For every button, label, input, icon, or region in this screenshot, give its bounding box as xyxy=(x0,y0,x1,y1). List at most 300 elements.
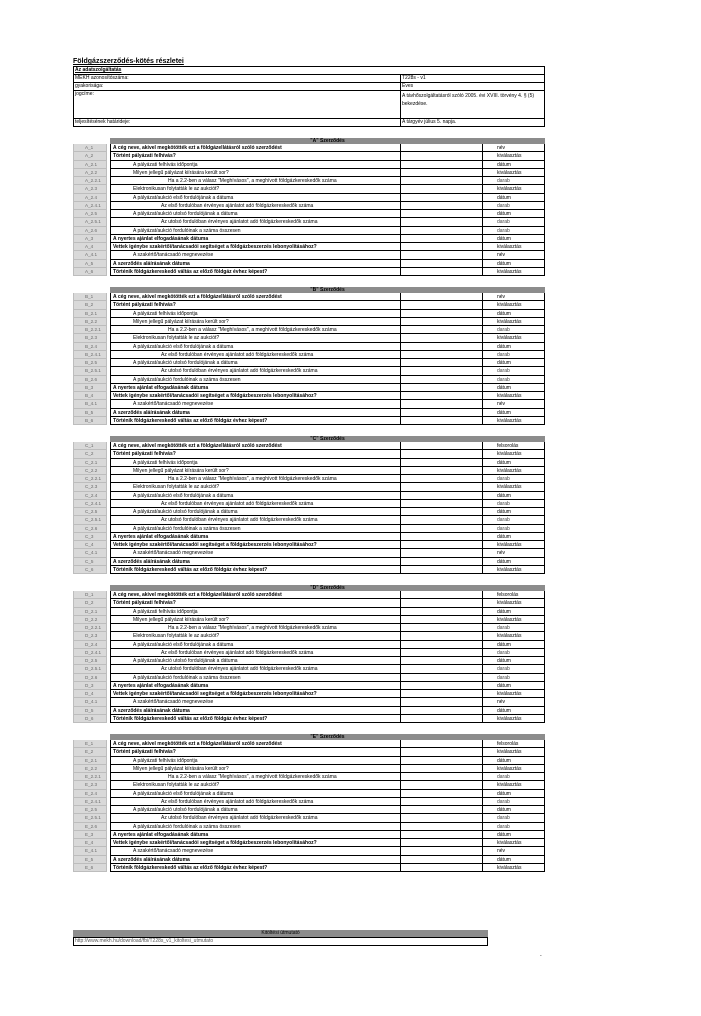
row-code: B_2.2 xyxy=(73,318,107,326)
row-input-cell[interactable] xyxy=(400,665,483,673)
form-row xyxy=(73,367,545,375)
row-input-cell[interactable] xyxy=(400,839,483,847)
row-label: A nyertes ajánlat elfogadásának dátuma xyxy=(110,682,400,690)
row-type: kiválasztás xyxy=(483,417,545,425)
row-type: darab xyxy=(483,674,545,682)
row-input-cell[interactable] xyxy=(400,690,483,698)
row-input-cell[interactable] xyxy=(400,525,483,533)
row-label: Történt pályázati felhívás? xyxy=(110,301,400,309)
form-row xyxy=(73,351,545,359)
row-input-cell[interactable] xyxy=(400,392,483,400)
row-type: kiválasztás xyxy=(483,566,545,574)
row-label: A szerződés aláírásának dátuma xyxy=(110,707,400,715)
row-input-cell[interactable] xyxy=(400,251,483,259)
row-input-cell[interactable] xyxy=(400,475,483,483)
row-code: A_2.2.1 xyxy=(73,177,107,185)
row-label: Az első fordulóban érvényes ajánlatot adó földgázkereskedők száma xyxy=(110,649,400,657)
row-label: Elektronikusan folytatták le az aukciót? xyxy=(110,334,400,342)
row-input-cell[interactable] xyxy=(400,310,483,318)
row-code: B_2.6 xyxy=(73,376,107,384)
row-input-cell[interactable] xyxy=(400,185,483,193)
row-code: E_2.3 xyxy=(73,781,107,789)
row-type: darab xyxy=(483,773,545,781)
row-input-cell[interactable] xyxy=(400,384,483,392)
row-input-cell[interactable] xyxy=(400,641,483,649)
row-label: Milyen jellegű pályázat kiírására került sor? xyxy=(110,616,400,624)
row-input-cell[interactable] xyxy=(400,632,483,640)
row-label: Ha a 2.2-ben a válasz "Meghívásos", a meghívott földgázkereskedők száma xyxy=(110,326,400,334)
contract-section xyxy=(73,138,545,276)
form-row xyxy=(73,152,545,160)
row-input-cell[interactable] xyxy=(400,227,483,235)
row-type: dátum xyxy=(483,856,545,864)
row-input-cell[interactable] xyxy=(400,624,483,632)
row-input-cell[interactable] xyxy=(400,798,483,806)
form-row xyxy=(73,442,545,450)
row-code: A_2 xyxy=(73,152,107,160)
row-label: A szakértő/tanácsadó megnevezése xyxy=(110,698,400,706)
row-input-cell[interactable] xyxy=(400,210,483,218)
form-row xyxy=(73,616,545,624)
row-input-cell[interactable] xyxy=(400,243,483,251)
row-input-cell[interactable] xyxy=(400,351,483,359)
row-type: név xyxy=(483,293,545,301)
row-type: darab xyxy=(483,177,545,185)
row-input-cell[interactable] xyxy=(400,533,483,541)
row-input-cell[interactable] xyxy=(400,152,483,160)
form-row xyxy=(73,516,545,524)
row-input-cell[interactable] xyxy=(400,566,483,574)
info-label-deadline: teljesítésének határideje: xyxy=(74,119,401,127)
row-label: Vettek igénybe szakértői/tanácsadói segítséget a földgázbeszerzés lebonyolításához? xyxy=(110,839,400,847)
row-type: darab xyxy=(483,351,545,359)
row-input-cell[interactable] xyxy=(400,260,483,268)
row-code: B_5 xyxy=(73,409,107,417)
form-row xyxy=(73,409,545,417)
row-input-cell[interactable] xyxy=(400,657,483,665)
row-type: dátum xyxy=(483,682,545,690)
row-type: darab xyxy=(483,823,545,831)
form-row xyxy=(73,343,545,351)
row-type: dátum xyxy=(483,210,545,218)
row-input-cell[interactable] xyxy=(400,367,483,375)
form-row xyxy=(73,641,545,649)
row-code: D_2.1 xyxy=(73,608,107,616)
form-row xyxy=(73,235,545,243)
row-input-cell[interactable] xyxy=(400,235,483,243)
row-label: Milyen jellegű pályázat kiírására került sor? xyxy=(110,318,400,326)
row-type: kiválasztás xyxy=(483,334,545,342)
fill-guide xyxy=(73,930,488,946)
row-code: C_3 xyxy=(73,533,107,541)
form-row xyxy=(73,334,545,342)
row-code: D_2.5.1 xyxy=(73,665,107,673)
row-type: név xyxy=(483,144,545,152)
row-input-cell[interactable] xyxy=(400,500,483,508)
info-value-frequency: Éves xyxy=(401,83,545,91)
contract-section xyxy=(73,585,545,723)
row-input-cell[interactable] xyxy=(400,293,483,301)
row-input-cell[interactable] xyxy=(400,417,483,425)
row-input-cell[interactable] xyxy=(400,467,483,475)
row-label: A pályázati felhívás időpontja xyxy=(110,608,400,616)
row-code: A_2.3 xyxy=(73,185,107,193)
row-type: darab xyxy=(483,326,545,334)
row-input-cell[interactable] xyxy=(400,202,483,210)
form-row xyxy=(73,674,545,682)
row-input-cell[interactable] xyxy=(400,698,483,706)
row-input-cell[interactable] xyxy=(400,707,483,715)
row-code: A_2.5.1 xyxy=(73,218,107,226)
row-type: kiválasztás xyxy=(483,185,545,193)
row-type: dátum xyxy=(483,790,545,798)
row-input-cell[interactable] xyxy=(400,516,483,524)
row-input-cell[interactable] xyxy=(400,790,483,798)
row-input-cell[interactable] xyxy=(400,616,483,624)
form-row xyxy=(73,161,545,169)
row-label: A pályázat/aukció utolsó fordulójának a dátuma xyxy=(110,657,400,665)
row-input-cell[interactable] xyxy=(400,823,483,831)
info-value-deadline: A tárgyév július 5. napja. xyxy=(402,119,457,125)
row-input-cell[interactable] xyxy=(400,599,483,607)
row-code: D_1 xyxy=(73,591,107,599)
row-input-cell[interactable] xyxy=(400,864,483,872)
row-code: D_4 xyxy=(73,690,107,698)
form-row xyxy=(73,467,545,475)
row-label: Elektronikusan folytatták le az aukciót? xyxy=(110,632,400,640)
row-label: Történt pályázati felhívás? xyxy=(110,599,400,607)
row-code: E_2.4 xyxy=(73,790,107,798)
row-type: dátum xyxy=(483,533,545,541)
row-input-cell[interactable] xyxy=(400,177,483,185)
row-input-cell[interactable] xyxy=(400,359,483,367)
fill-guide-header: Kitöltési útmutató xyxy=(73,930,488,937)
row-input-cell[interactable] xyxy=(400,847,483,855)
row-input-cell[interactable] xyxy=(400,757,483,765)
row-code: B_2.4.1 xyxy=(73,351,107,359)
row-type: dátum xyxy=(483,409,545,417)
row-type: dátum xyxy=(483,359,545,367)
row-code: B_2.5.1 xyxy=(73,367,107,375)
row-type: dátum xyxy=(483,310,545,318)
row-input-cell[interactable] xyxy=(400,326,483,334)
row-code: B_2.2.1 xyxy=(73,326,107,334)
page-title: Földgázszerződés-kötés részletei xyxy=(73,58,184,65)
row-code: C_2.4.1 xyxy=(73,500,107,508)
row-type: felsorolás xyxy=(483,442,545,450)
row-label: A pályázat/aukció első fordulójának a dátuma xyxy=(110,194,400,202)
row-input-cell[interactable] xyxy=(400,765,483,773)
form-row xyxy=(73,450,545,458)
form-row xyxy=(73,243,545,251)
row-type: kiválasztás xyxy=(483,301,545,309)
row-type: kiválasztás xyxy=(483,467,545,475)
row-input-cell[interactable] xyxy=(400,682,483,690)
row-code: D_2 xyxy=(73,599,107,607)
form-row xyxy=(73,326,545,334)
row-input-cell[interactable] xyxy=(400,492,483,500)
row-input-cell[interactable] xyxy=(400,781,483,789)
row-code: C_2.4 xyxy=(73,492,107,500)
row-code: C_1 xyxy=(73,442,107,450)
row-code: C_6 xyxy=(73,566,107,574)
form-row xyxy=(73,541,545,549)
row-input-cell[interactable] xyxy=(400,318,483,326)
form-row xyxy=(73,632,545,640)
row-input-cell[interactable] xyxy=(400,591,483,599)
row-code: E_2.2.1 xyxy=(73,773,107,781)
row-code: E_2.4.1 xyxy=(73,798,107,806)
row-label: Ha a 2.2-ben a válasz "Meghívásos", a meghívott földgázkereskedők száma xyxy=(110,177,400,185)
row-type: név xyxy=(483,549,545,557)
row-code: D_2.4 xyxy=(73,641,107,649)
row-input-cell[interactable] xyxy=(400,194,483,202)
row-code: B_2.1 xyxy=(73,310,107,318)
form-row xyxy=(73,657,545,665)
row-input-cell[interactable] xyxy=(400,144,483,152)
row-code: A_3 xyxy=(73,235,107,243)
row-label: A szakértő/tanácsadó megnevezése xyxy=(110,400,400,408)
row-type: kiválasztás xyxy=(483,599,545,607)
row-label: Az első fordulóban érvényes ajánlatot adó földgázkereskedők száma xyxy=(110,500,400,508)
form-row xyxy=(73,698,545,706)
row-input-cell[interactable] xyxy=(400,508,483,516)
row-type: dátum xyxy=(483,343,545,351)
row-label: Az utolsó fordulóban érvényes ajánlatot adó földgázkereskedők száma xyxy=(110,367,400,375)
row-label: A pályázat/aukció fordulóinak a száma összesen xyxy=(110,227,400,235)
section-header: "B" Szerződés xyxy=(110,287,545,293)
row-input-cell[interactable] xyxy=(400,558,483,566)
row-code: A_2.4 xyxy=(73,194,107,202)
form-row xyxy=(73,194,545,202)
row-label: A szerződés aláírásának dátuma xyxy=(110,409,400,417)
row-input-cell[interactable] xyxy=(400,409,483,417)
contract-section xyxy=(73,734,545,872)
row-type: kiválasztás xyxy=(483,268,545,276)
row-input-cell[interactable] xyxy=(400,218,483,226)
row-type: darab xyxy=(483,798,545,806)
row-label: A cég neve, akivel megkötötték ezt a földgázellátásról szóló szerződést xyxy=(110,740,400,748)
row-code: C_2.1 xyxy=(73,459,107,467)
row-input-cell[interactable] xyxy=(400,814,483,822)
row-input-cell[interactable] xyxy=(400,608,483,616)
row-input-cell[interactable] xyxy=(400,649,483,657)
row-label: Az utolsó fordulóban érvényes ajánlatot adó földgázkereskedők száma xyxy=(110,218,400,226)
row-type: darab xyxy=(483,814,545,822)
form-row xyxy=(73,475,545,483)
form-row xyxy=(73,210,545,218)
row-label: Elektronikusan folytatták le az aukciót? xyxy=(110,781,400,789)
form-row xyxy=(73,624,545,632)
form-row xyxy=(73,665,545,673)
row-input-cell[interactable] xyxy=(400,169,483,177)
row-input-cell[interactable] xyxy=(400,400,483,408)
row-label: A szakértő/tanácsadó megnevezése xyxy=(110,549,400,557)
row-input-cell[interactable] xyxy=(400,483,483,491)
row-input-cell[interactable] xyxy=(400,268,483,276)
row-input-cell[interactable] xyxy=(400,740,483,748)
row-type: kiválasztás xyxy=(483,715,545,723)
row-label: Vettek igénybe szakértői/tanácsadói segítséget a földgázbeszerzés lebonyolításához? xyxy=(110,392,400,400)
info-value-legal-basis: A távhőszolgáltatásról szóló 2005. évi XVIII. törvény 4. § (5) bekezdése. xyxy=(401,91,545,119)
row-label: Vettek igénybe szakértői/tanácsadói segítséget a földgázbeszerzés lebonyolításához? xyxy=(110,243,400,251)
form-row xyxy=(73,227,545,235)
form-sheet xyxy=(73,58,545,872)
row-code: C_4 xyxy=(73,541,107,549)
row-type: kiválasztás xyxy=(483,839,545,847)
row-code: D_6 xyxy=(73,715,107,723)
row-type: felsorolás xyxy=(483,740,545,748)
row-label: A cég neve, akivel megkötötték ezt a földgázellátásról szóló szerződést xyxy=(110,144,400,152)
row-type: dátum xyxy=(483,657,545,665)
row-label: A pályázat/aukció első fordulójának a dátuma xyxy=(110,790,400,798)
row-label: Milyen jellegű pályázat kiírására került sor? xyxy=(110,765,400,773)
row-code: E_4.1 xyxy=(73,847,107,855)
form-row xyxy=(73,781,545,789)
row-type: dátum xyxy=(483,260,545,268)
row-code: C_2.5.1 xyxy=(73,516,107,524)
section-header: "C" Szerződés xyxy=(110,436,545,442)
form-row xyxy=(73,790,545,798)
row-input-cell[interactable] xyxy=(400,343,483,351)
row-type: kiválasztás xyxy=(483,169,545,177)
row-type: dátum xyxy=(483,161,545,169)
row-label: Az első fordulóban érvényes ajánlatot adó földgázkereskedők száma xyxy=(110,202,400,210)
row-label: Milyen jellegű pályázat kiírására került sor? xyxy=(110,169,400,177)
row-type: felsorolás xyxy=(483,591,545,599)
row-code: B_6 xyxy=(73,417,107,425)
row-label: A szakértő/tanácsadó megnevezése xyxy=(110,847,400,855)
fill-guide-link[interactable]: http://www.mekh.hu/download/fbi/T228s_v1_kitoltesi_utmutato xyxy=(73,937,488,946)
form-row xyxy=(73,492,545,500)
form-row xyxy=(73,359,545,367)
row-code: C_2 xyxy=(73,450,107,458)
form-row xyxy=(73,748,545,756)
row-label: A pályázat/aukció utolsó fordulójának a dátuma xyxy=(110,806,400,814)
row-label: Történik földgázkereskedő váltás az előző földgáz évhez képest? xyxy=(110,715,400,723)
row-input-cell[interactable] xyxy=(400,674,483,682)
row-type: kiválasztás xyxy=(483,616,545,624)
row-input-cell[interactable] xyxy=(400,856,483,864)
row-label: A nyertes ajánlat elfogadásának dátuma xyxy=(110,384,400,392)
form-row xyxy=(73,839,545,847)
row-input-cell[interactable] xyxy=(400,334,483,342)
form-row xyxy=(73,715,545,723)
row-type: dátum xyxy=(483,492,545,500)
row-input-cell[interactable] xyxy=(400,442,483,450)
row-label: A pályázat/aukció fordulóinak a száma összesen xyxy=(110,823,400,831)
row-label: Történik földgázkereskedő váltás az előző földgáz évhez képest? xyxy=(110,417,400,425)
form-row xyxy=(73,301,545,309)
row-label: A pályázati felhívás időpontja xyxy=(110,757,400,765)
row-input-cell[interactable] xyxy=(400,376,483,384)
row-type: dátum xyxy=(483,384,545,392)
form-row xyxy=(73,608,545,616)
row-code: B_3 xyxy=(73,384,107,392)
row-input-cell[interactable] xyxy=(400,450,483,458)
row-input-cell[interactable] xyxy=(400,459,483,467)
form-row xyxy=(73,690,545,698)
form-row xyxy=(73,558,545,566)
row-code: B_2 xyxy=(73,301,107,309)
row-type: dátum xyxy=(483,558,545,566)
row-label: Elektronikusan folytatták le az aukciót? xyxy=(110,185,400,193)
row-label: Az utolsó fordulóban érvényes ajánlatot adó földgázkereskedők száma xyxy=(110,665,400,673)
footer-mark: - xyxy=(540,953,542,959)
form-row xyxy=(73,757,545,765)
row-code: D_2.2.1 xyxy=(73,624,107,632)
contract-section xyxy=(73,287,545,425)
row-type: darab xyxy=(483,202,545,210)
row-label: A pályázat/aukció utolsó fordulójának a dátuma xyxy=(110,359,400,367)
row-label: A pályázat/aukció első fordulójának a dátuma xyxy=(110,343,400,351)
row-type: dátum xyxy=(483,235,545,243)
row-type: kiválasztás xyxy=(483,318,545,326)
row-input-cell[interactable] xyxy=(400,773,483,781)
row-label: Ha a 2.2-ben a válasz "Meghívásos", a meghívott földgázkereskedők száma xyxy=(110,773,400,781)
form-row xyxy=(73,268,545,276)
row-input-cell[interactable] xyxy=(400,541,483,549)
row-code: E_3 xyxy=(73,831,107,839)
row-type: dátum xyxy=(483,707,545,715)
row-label: A pályázat/aukció első fordulójának a dátuma xyxy=(110,641,400,649)
row-code: E_6 xyxy=(73,864,107,872)
form-row xyxy=(73,864,545,872)
form-row xyxy=(73,707,545,715)
row-label: Milyen jellegű pályázat kiírására került sor? xyxy=(110,467,400,475)
row-input-cell[interactable] xyxy=(400,748,483,756)
form-row xyxy=(73,459,545,467)
row-input-cell[interactable] xyxy=(400,161,483,169)
row-input-cell[interactable] xyxy=(400,301,483,309)
row-code: D_5 xyxy=(73,707,107,715)
row-type: név xyxy=(483,251,545,259)
form-row xyxy=(73,318,545,326)
row-label: Vettek igénybe szakértői/tanácsadói segítséget a földgázbeszerzés lebonyolításához? xyxy=(110,541,400,549)
form-row xyxy=(73,823,545,831)
form-row xyxy=(73,525,545,533)
row-code: B_2.3 xyxy=(73,334,107,342)
form-row xyxy=(73,549,545,557)
contract-sections xyxy=(73,138,545,872)
row-code: A_5 xyxy=(73,260,107,268)
row-input-cell[interactable] xyxy=(400,715,483,723)
row-input-cell[interactable] xyxy=(400,806,483,814)
row-code: E_2.5 xyxy=(73,806,107,814)
form-row xyxy=(73,392,545,400)
row-type: dátum xyxy=(483,459,545,467)
row-type: kiválasztás xyxy=(483,864,545,872)
row-label: Elektronikusan folytatták le az aukciót? xyxy=(110,483,400,491)
row-label: A szerződés aláírásának dátuma xyxy=(110,260,400,268)
row-code: D_2.4.1 xyxy=(73,649,107,657)
row-type: kiválasztás xyxy=(483,152,545,160)
row-type: darab xyxy=(483,624,545,632)
row-code: A_4 xyxy=(73,243,107,251)
row-label: Az első fordulóban érvényes ajánlatot adó földgázkereskedők száma xyxy=(110,798,400,806)
form-row xyxy=(73,814,545,822)
row-type: dátum xyxy=(483,806,545,814)
row-type: darab xyxy=(483,376,545,384)
row-input-cell[interactable] xyxy=(400,549,483,557)
form-row xyxy=(73,202,545,210)
row-input-cell[interactable] xyxy=(400,831,483,839)
row-type: kiválasztás xyxy=(483,483,545,491)
info-value-id: T228s - v1 xyxy=(401,75,545,83)
row-type: név xyxy=(483,847,545,855)
row-label: Történt pályázati felhívás? xyxy=(110,450,400,458)
row-label: A szerződés aláírásának dátuma xyxy=(110,558,400,566)
